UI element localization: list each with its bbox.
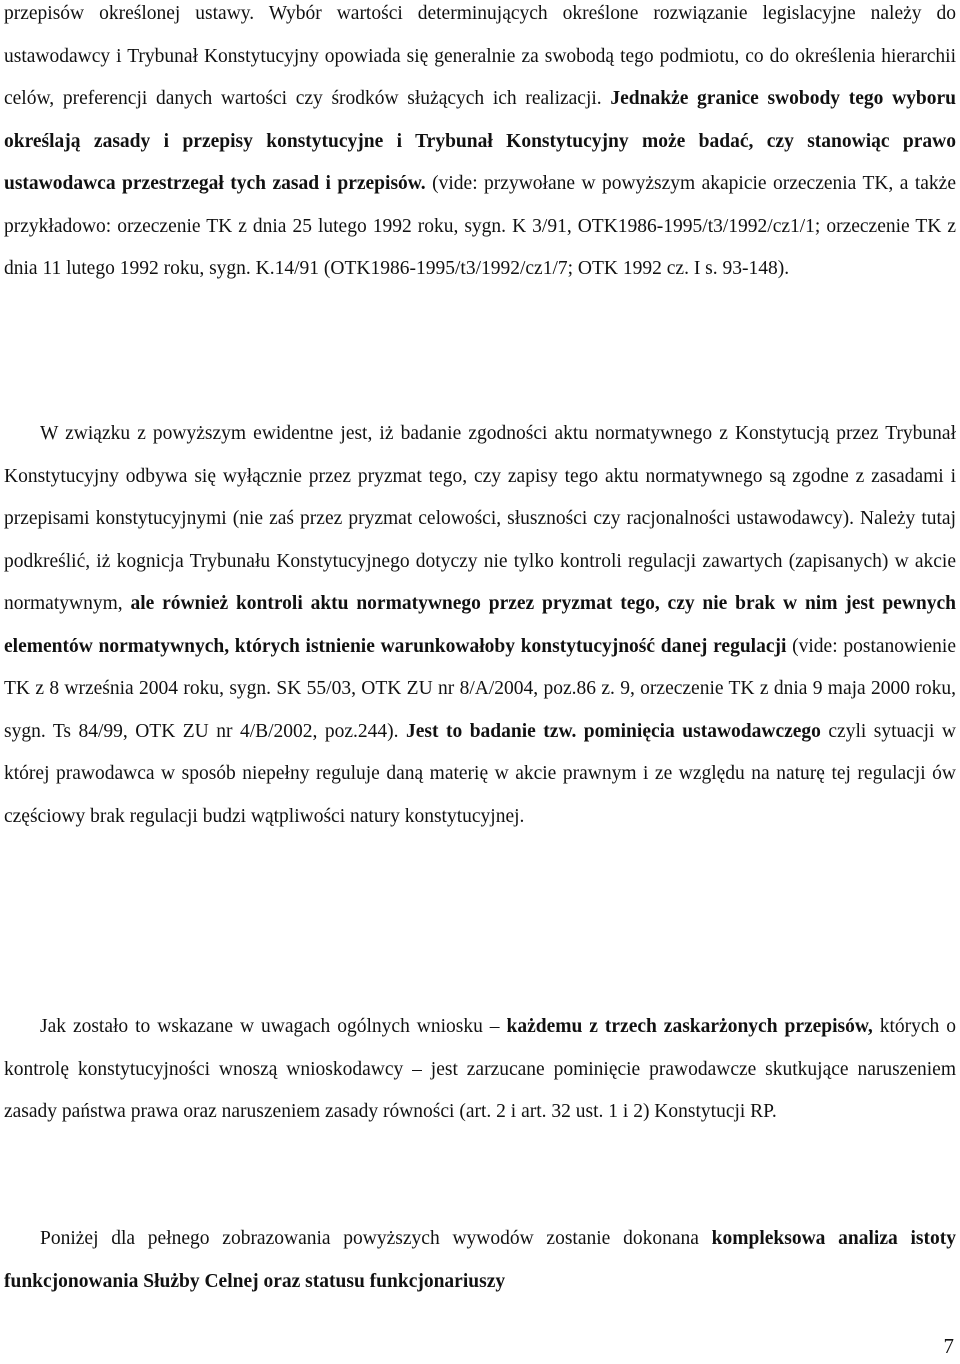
paragraph-2 (4, 413, 956, 838)
paragraph-2-text-1: W związku z powyższym ewidentne jest, iż badanie zgodności aktu normatywnego z Konstytucją przez Trybunał Konstytucyjny odbywa się wyłącznie przez pryzmat tego, czy zapisy tego aktu normatywnego są zgodne z zasadami i przepisami konstytucyjnymi (nie zaś przez pryzmat celowości, słuszności czy racjonalności ustawodawcy). Należy tutaj podkreślić, iż kognicja Trybunału Konstytucyjnego dotyczy nie tylko kontroli regulacji zawartych (zapisanych) w akcie normatywnym, (4, 423, 956, 614)
paragraph-2-bold-1: ale również kontroli aktu normatywnego przez pryzmat tego, czy nie brak w nim jest pewnych elementów normatywnych, których istnienie warunkowałoby konstytucyjność danej regulacji (4, 593, 957, 657)
paragraph-3-bold-1: każdemu z trzech zaskarżonych przepisów, (506, 1016, 873, 1037)
paragraph-1 (4, 0, 956, 291)
paragraph-3 (4, 1006, 956, 1134)
paragraph-2-bold-2: Jest to badanie tzw. pominięcia ustawodawczego (406, 720, 821, 742)
paragraph-1-text-2: (vide: przywołane w powyższym akapicie orzeczenia TK, a także przykładowo: orzeczenie TK z dnia 25 lutego 1992 roku, sygn. K 3/91, OTK1986-1995/t3/1992/cz1/1; orzeczenie TK z dnia 11 lutego 1992 roku, sygn. K.14/91 (OTK1986-1995/t3/1992/cz1/7; OTK 1992 cz. I s. 93-148). (4, 173, 956, 279)
paragraph-2-text-2: (vide: postanowienie TK z 8 września 2004 roku, sygn. SK 55/03, OTK ZU nr 8/A/2004, poz.86 z. 9, orzeczenie TK z dnia 9 maja 2000 roku, sygn. Ts 84/99, OTK ZU nr 4/B/2002, poz.244). (4, 635, 956, 742)
paragraph-1-bold-1: Jednakże granice swobody tego wyboru określają zasady i przepisy konstytucyjne i Trybunał Konstytucyjny może badać, czy stanowiąc prawo ustawodawca przestrzegał tych zasad i przepisów. (4, 88, 956, 194)
paragraph-4 (4, 1218, 956, 1303)
paragraph-1-text-1: przepisów określonej ustawy. Wybór wartości determinujących określone rozwiązanie legislacyjne należy do ustawodawcy i Trybunał Konstytucyjny opowiada się generalnie za swobodą tego podmiotu, co do określenia hierarchii celów, preferencji danych wartości czy środków służących ich realizacji. (4, 3, 956, 109)
paragraph-3-text-1: Jak zostało to wskazane w uwagach ogólnych wniosku – (40, 1016, 507, 1037)
paragraph-4-bold-1: kompleksowa analiza istoty funkcjonowania Służby Celnej oraz statusu funkcjonariuszy (4, 1228, 956, 1292)
paragraph-4-text-1: Poniżej dla pełnego zobrazowania powyższych wywodów zostanie dokonana (40, 1228, 712, 1249)
paragraph-2-text-3: czyli sytuacji w której prawodawca w sposób niepełny reguluje daną materię w akcie prawnym i ze względu na naturę tej regulacji ów częściowy brak regulacji budzi wątpliwości natury konstytucyjnej. (4, 720, 956, 827)
paragraph-3-text-2: których o kontrolę konstytucyjności wnoszą wnioskodawcy – jest zarzucane pominięcie prawodawcze skutkujące naruszeniem zasady państwa prawa oraz naruszeniem zasady równości (art. 2 i art. 32 ust. 1 i 2) Konstytucji RP. (4, 1016, 956, 1122)
page-number: 7 (943, 1334, 954, 1358)
